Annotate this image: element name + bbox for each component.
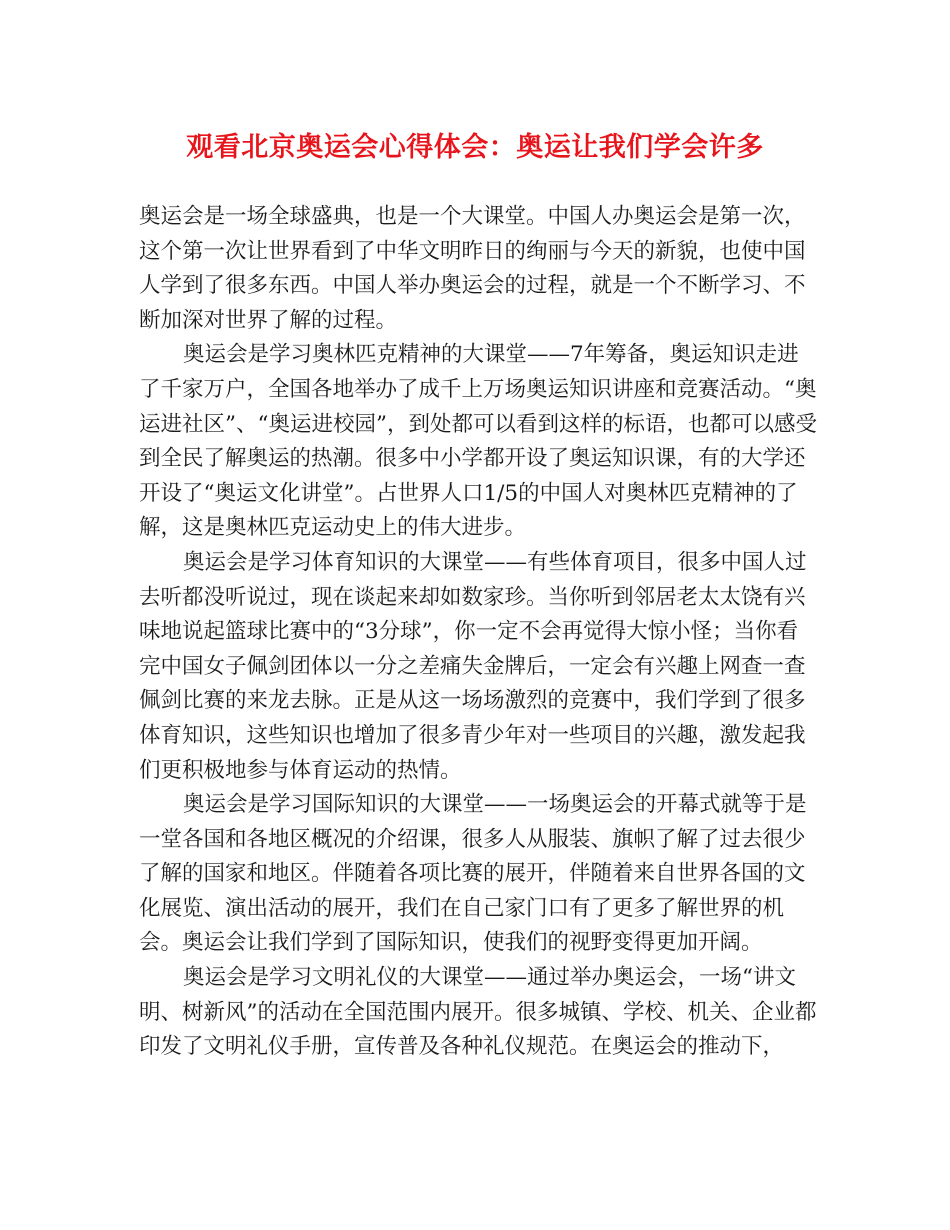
paragraph: 奥运会是学习文明礼仪的大课堂——通过举办奥运会，一场“讲文明、树新风”的活动在全国范围内展开。很多城镇、学校、机关、企业都印发了文明礼仪手册，宣传普及各种礼仪规范。在奥运会的推动下， — [139, 965, 817, 1060]
paragraph: 奥运会是一场全球盛典，也是一个大课堂。中国人办奥运会是第一次，这个第一次让世界看到了中华文明昨日的绚丽与今天的新貌，也使中国人学到了很多东西。中国人举办奥运会的过程，就是一个不断学习、不断加深对世界了解的过程。 — [139, 204, 806, 333]
paragraph: 奥运会是学习体育知识的大课堂——有些体育项目，很多中国人过去听都没听说过，现在谈起来却如数家珍。当你听到邻居老太太饶有兴味地说起篮球比赛中的“3分球”，你一定不会再觉得大惊小怪；当你看完中国女子佩剑团体以一分之差痛失金牌后，一定会有兴趣上网查一查佩剑比赛的来龙去脉。正是从这一场场激烈的竞赛中，我们学到了很多体育知识，这些知识也增加了很多青少年对一些项目的兴趣，激发起我们更积极地参与体育运动的热情。 — [139, 549, 807, 783]
paragraph: 奥运会是学习国际知识的大课堂——一场奥运会的开幕式就等于是一堂各国和各地区概况的介绍课，很多人从服装、旗帜了解了过去很少了解的国家和地区。伴随着各项比赛的展开，伴随着来自世界各国的文化展览、演出活动的展开，我们在自己家门口有了更多了解世界的机会。奥运会让我们学到了国际知识，使我们的视野变得更加开阔。 — [139, 792, 807, 956]
document-body — [139, 200, 819, 1065]
document-title: 观看北京奥运会心得体会：奥运让我们学会许多 — [186, 132, 764, 163]
paragraph: 奥运会是学习奥林匹克精神的大课堂——7年筹备，奥运知识走进了千家万户，全国各地举办了成千上万场奥运知识讲座和竞赛活动。“奥运进社区”、“奥运进校园”，到处都可以看到这样的标语，也都可以感受到全民了解奥运的热潮。很多中小学都开设了奥运知识课，有的大学还开设了“奥运文化讲堂”。占世界人口1/5的中国人对奥林匹克精神的了解，这是奥林匹克运动史上的伟大进步。 — [139, 342, 817, 541]
